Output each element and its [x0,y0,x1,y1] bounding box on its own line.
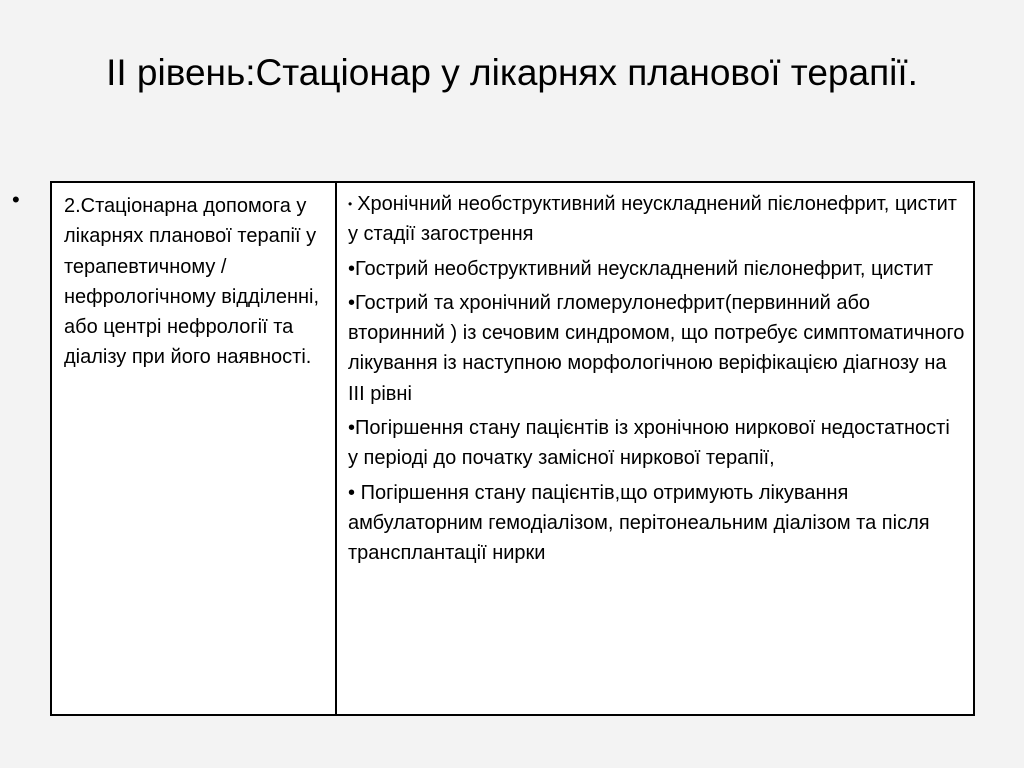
bullet-dot: • [348,291,356,314]
list-item-text: Гострий необструктивний неускладнений пієлонефрит, цистит [355,257,934,280]
bullet-dot: • [348,257,356,280]
bullet-dot: • [348,197,353,211]
right-cell [336,182,974,715]
slide-title: II рівень:Стаціонар у лікарнях планової терапії. [106,52,918,93]
list-item [348,254,965,284]
list-item [348,478,965,569]
left-cell: 2.Стаціонарна допомога у лікарнях планової терапії у терапевтичному /нефрологічному відділенні, або центрі нефрології та діалізу при його наявності. [51,182,336,715]
content-table [50,181,975,716]
list-item-text: Погіршення стану пацієнтів,що отримують лікування амбулаторним гемодіалізом, перітонеальним діалізом та після трансплантації нирки [348,481,930,565]
outer-bullet: • [12,187,20,212]
list-item [348,288,965,409]
list-item [348,413,965,474]
list-item-text: Гострий та хронічний гломерулонефрит(первинний або вторинний ) із сечовим синдромом, що потребує симптоматичного лікування із наступною морфологічною веріфікацією діагнозу на ІІІ рівні [348,291,965,405]
list-item [348,189,965,250]
bullet-dot: • [348,417,356,440]
list-item-text: Погіршення стану пацієнтів із хронічною ниркової недостатності у періоді до початку замісної ниркової терапії, [348,417,950,470]
list-item-text: Хронічний необструктивний неускладнений пієлонефрит, цистит у стадії загострення [348,193,957,246]
table-row [51,182,974,715]
bullet-dot: • [348,481,356,504]
